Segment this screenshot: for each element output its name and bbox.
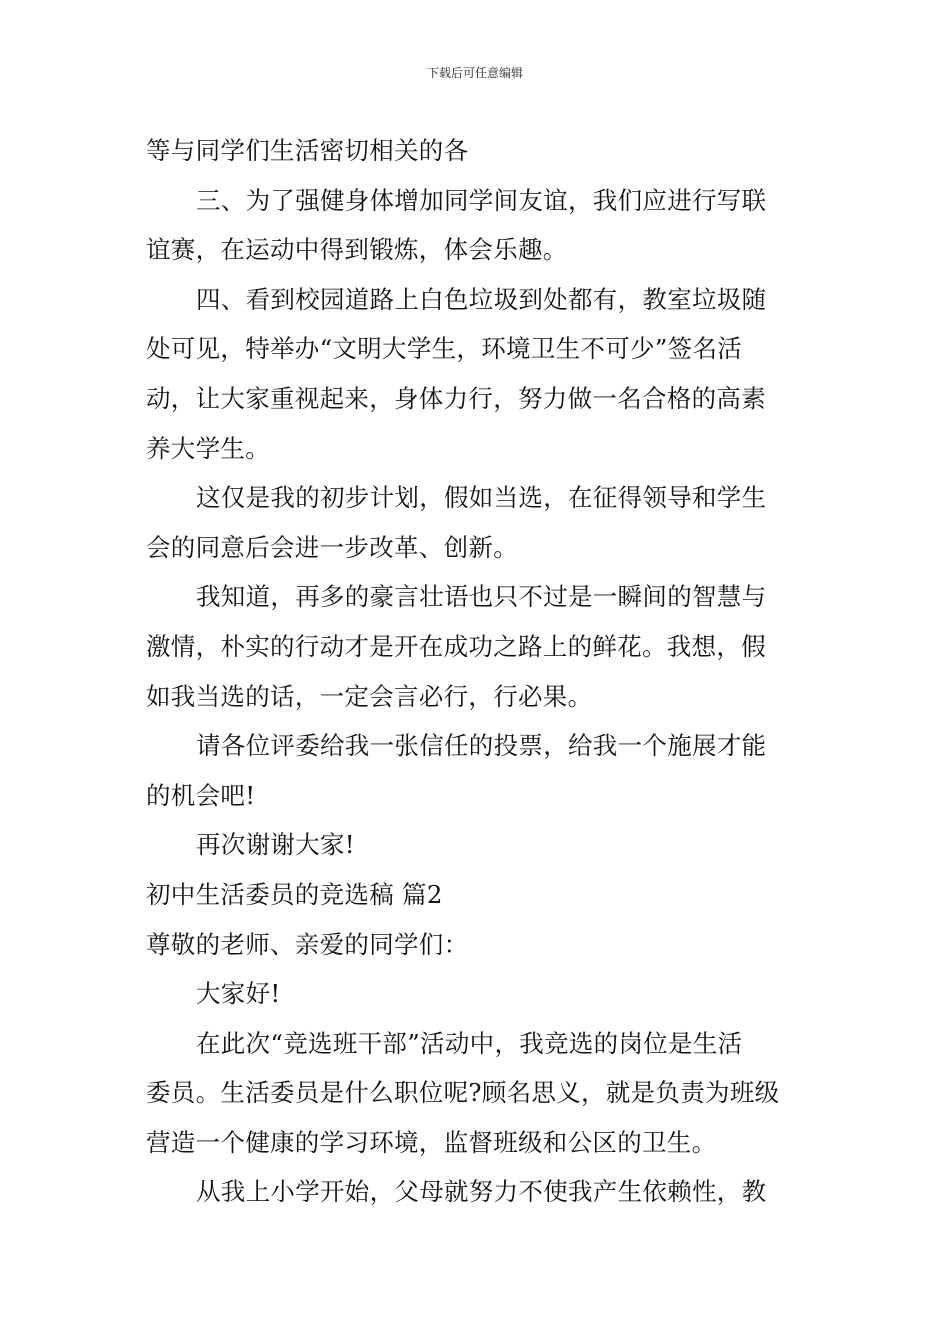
text-line: 四、看到校园道路上白色垃圾到处都有，教室垃圾随	[196, 284, 767, 314]
text-line: 请各位评委给我一张信任的投票，给我一个施展才能	[196, 731, 767, 761]
text-line: 三、为了强健身体增加同学间友谊，我们应进行写联	[196, 185, 767, 215]
salutation: 尊敬的老师、亲爱的同学们：	[146, 929, 469, 959]
text-line: 激情，朴实的行动才是开在成功之路上的鲜花。我想，假	[146, 631, 766, 661]
text-line: 动，让大家重视起来，身体力行，努力做一名合格的高素	[146, 383, 766, 413]
text-line: 谊赛，在运动中得到锻炼，体会乐趣。	[146, 235, 568, 265]
greeting: 大家好!	[196, 979, 281, 1009]
text-line: 委员。生活委员是什么职位呢?顾名思义，就是负责为班级	[146, 1078, 780, 1108]
text-line: 处可见，特举办“文明大学生，环境卫生不可少”签名活	[146, 334, 743, 364]
text-line: 如我当选的话，一定会言必行，行必果。	[146, 681, 593, 711]
text-line: 养大学生。	[146, 433, 270, 463]
text-line: 在此次“竞选班干部”活动中，我竞选的岗位是生活	[196, 1028, 743, 1058]
document-body	[146, 126, 810, 1217]
text-line: 营造一个健康的学习环境，监督班级和公区的卫生。	[146, 1127, 717, 1157]
text-line: 我知道，再多的豪言壮语也只不过是一瞬间的智慧与	[196, 582, 767, 612]
text-line: 从我上小学开始，父母就努力不使我产生依赖性，教	[196, 1177, 767, 1207]
text-line: 的机会吧!	[146, 780, 256, 810]
page-header: 下载后可任意编辑	[426, 66, 523, 80]
section-heading: 初中生活委员的竞选稿 篇2	[146, 879, 443, 909]
text-line: 会的同意后会进一步改革、创新。	[146, 532, 518, 562]
text-line: 等与同学们生活密切相关的各	[146, 136, 469, 165]
text-line: 再次谢谢大家!	[196, 830, 355, 860]
text-line: 这仅是我的初步计划，假如当选，在征得领导和学生	[196, 483, 767, 513]
